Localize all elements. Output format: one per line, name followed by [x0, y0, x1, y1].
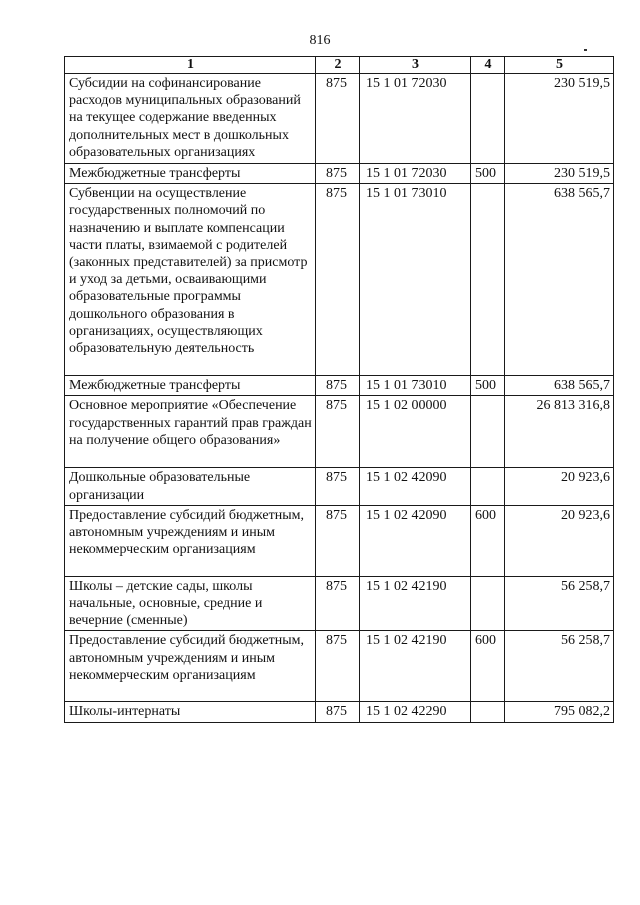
page-number: 816 [309, 33, 331, 48]
cell-type [471, 468, 505, 505]
cell-code: 15 1 01 72030 [360, 74, 471, 164]
cell-type: 500 [471, 376, 505, 396]
cell-amount: 56 258,7 [505, 576, 614, 631]
cell-code: 15 1 01 73010 [360, 376, 471, 396]
cell-admin: 875 [316, 376, 360, 396]
cell-amount: 20 923,6 [505, 505, 614, 576]
cell-name: Основное мероприятие «Обеспечение государственных гарантий прав граждан на получение общего образования» [65, 396, 316, 468]
header-col-5: 5 [505, 57, 614, 74]
cell-name: Школы-интернаты [65, 702, 316, 722]
cell-type [471, 74, 505, 164]
cell-name: Предоставление субсидий бюджетным, автономным учреждениям и иным некоммерческим организациям [65, 505, 316, 576]
cell-type [471, 184, 505, 376]
table-row [65, 164, 614, 184]
cell-code: 15 1 02 42090 [360, 468, 471, 505]
table-row [65, 576, 614, 631]
cell-code: 15 1 02 42190 [360, 576, 471, 631]
cell-amount: 26 813 316,8 [505, 396, 614, 468]
table-row [65, 468, 614, 505]
cell-type: 600 [471, 505, 505, 576]
header-col-1: 1 [65, 57, 316, 74]
cell-admin: 875 [316, 184, 360, 376]
cell-name: Субвенции на осуществление государственных полномочий по назначению и выплате компенсации части платы, взимаемой с родителей (законных представителей) за присмотр и уход за детьми, осваивающими образовательные программы дошкольного образования в организациях, осуществляющих образовательную деятельность [65, 184, 316, 376]
scan-artifact [584, 49, 587, 51]
cell-amount: 795 082,2 [505, 702, 614, 722]
table-header [65, 57, 614, 74]
cell-code: 15 1 02 42290 [360, 702, 471, 722]
cell-admin: 875 [316, 505, 360, 576]
cell-amount: 230 519,5 [505, 164, 614, 184]
cell-name: Дошкольные образовательные организации [65, 468, 316, 505]
cell-amount: 230 519,5 [505, 74, 614, 164]
cell-code: 15 1 02 00000 [360, 396, 471, 468]
table-row [65, 376, 614, 396]
cell-amount: 20 923,6 [505, 468, 614, 505]
cell-type: 600 [471, 631, 505, 702]
cell-amount: 638 565,7 [505, 376, 614, 396]
cell-type [471, 702, 505, 722]
table-body [65, 74, 614, 723]
header-col-2: 2 [316, 57, 360, 74]
cell-type [471, 576, 505, 631]
table-row [65, 631, 614, 702]
cell-admin: 875 [316, 164, 360, 184]
cell-admin: 875 [316, 702, 360, 722]
cell-name: Школы – детские сады, школы начальные, основные, средние и вечерние (сменные) [65, 576, 316, 631]
cell-code: 15 1 01 73010 [360, 184, 471, 376]
header-col-4: 4 [471, 57, 505, 74]
cell-admin: 875 [316, 576, 360, 631]
table-row [65, 184, 614, 376]
cell-amount: 56 258,7 [505, 631, 614, 702]
cell-name: Предоставление субсидий бюджетным, автономным учреждениям и иным некоммерческим организациям [65, 631, 316, 702]
cell-name: Субсидии на софинансирование расходов муниципальных образований на текущее содержание введенных дополнительных мест в дошкольных образовательных организациях [65, 74, 316, 164]
cell-admin: 875 [316, 631, 360, 702]
table-row [65, 74, 614, 164]
cell-amount: 638 565,7 [505, 184, 614, 376]
cell-type [471, 396, 505, 468]
cell-admin: 875 [316, 74, 360, 164]
header-row [65, 57, 614, 74]
budget-table [64, 56, 614, 723]
cell-code: 15 1 02 42090 [360, 505, 471, 576]
cell-admin: 875 [316, 468, 360, 505]
cell-name: Межбюджетные трансферты [65, 376, 316, 396]
table-row [65, 396, 614, 468]
cell-admin: 875 [316, 396, 360, 468]
cell-code: 15 1 01 72030 [360, 164, 471, 184]
cell-type: 500 [471, 164, 505, 184]
cell-name: Межбюджетные трансферты [65, 164, 316, 184]
table-row [65, 702, 614, 722]
table-row [65, 505, 614, 576]
cell-code: 15 1 02 42190 [360, 631, 471, 702]
header-col-3: 3 [360, 57, 471, 74]
